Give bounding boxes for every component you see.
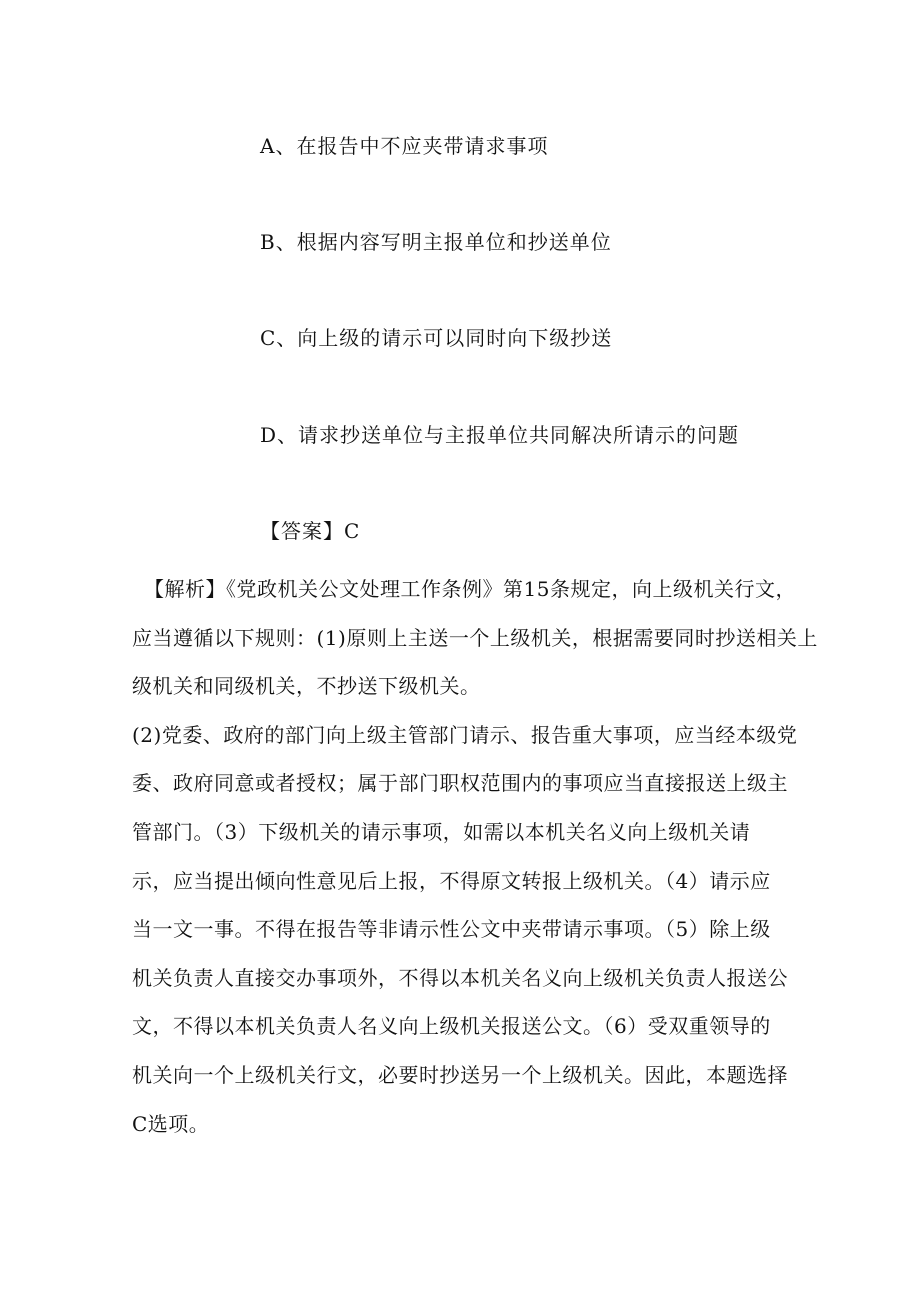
option-d: D、请求抄送单位与主报单位共同解决所请示的问题 <box>260 423 740 447</box>
option-c: C、向上级的请示可以同时向下级抄送 <box>260 326 613 350</box>
analysis-line: 机关负责人直接交办事项外，不得以本机关名义向上级机关负责人报送公 <box>132 965 788 990</box>
analysis-paragraph <box>132 565 818 1148</box>
option-a: A、在报告中不应夹带请求事项 <box>260 134 549 158</box>
analysis-line: (2)党委、政府的部门向上级主管部门请示、报告重大事项，应当经本级党 <box>132 722 798 747</box>
analysis-line: 示，应当提出倾向性意见后上报，不得原文转报上级机关。（4）请示应 <box>132 868 771 893</box>
answer-label: 【答案】C <box>260 519 361 543</box>
analysis-line: 应当遵循以下规则：(1)原则上主送一个上级机关，根据需要同时抄送相关上 <box>132 625 818 650</box>
analysis-line: 当一文一事。不得在报告等非请示性公文中夹带请示事项。（5）除上级 <box>132 917 771 942</box>
analysis-line: 委、政府同意或者授权；属于部门职权范围内的事项应当直接报送上级主 <box>132 771 788 796</box>
analysis-line: 【解析】《党政机关公文处理工作条例》第15条规定，向上级机关行文， <box>144 577 796 601</box>
option-b: B、根据内容写明主报单位和抄送单位 <box>260 230 612 254</box>
analysis-line: 级机关和同级机关，不抄送下级机关。 <box>132 674 481 699</box>
analysis-line: 机关向一个上级机关行文，必要时抄送另一个上级机关。因此，本题选择 <box>132 1062 788 1087</box>
analysis-line: C选项。 <box>132 1111 210 1136</box>
analysis-line: 管部门。（3）下级机关的请示事项，如需以本机关名义向上级机关请 <box>132 819 751 844</box>
analysis-line: 文，不得以本机关负责人名义向上级机关报送公文。（6）受双重领导的 <box>132 1014 771 1039</box>
